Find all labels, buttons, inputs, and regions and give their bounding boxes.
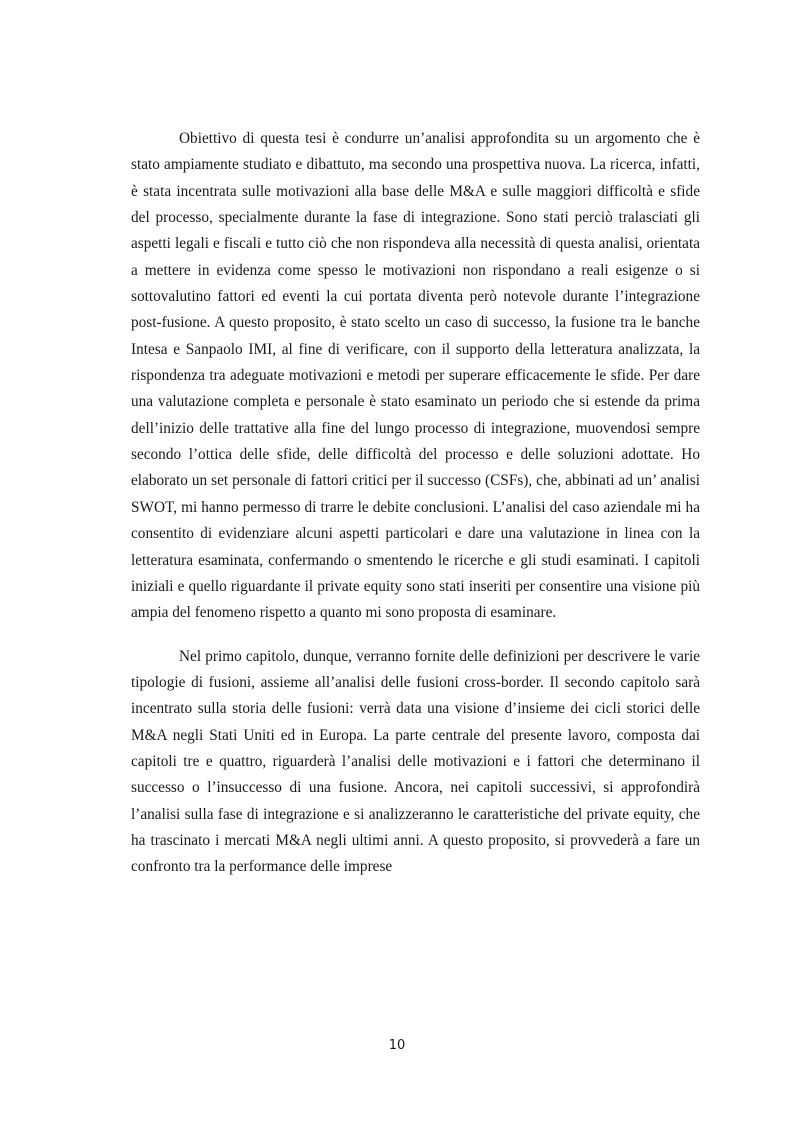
page-number: 10 (388, 1038, 406, 1053)
paragraph-thesis-objective: Obiettivo di questa tesi è condurre un’analisi approfondita su un argomento che è stato ampiamente studiato e dibattuto, ma secondo una prospettiva nuova. La ricerca, infatti, è stata incentrata sulle motivazioni alla base delle M&A e sulle maggiori difficoltà e sfide del processo, specialmente durante la fase di integrazione. Sono stati perciò tralasciati gli aspetti legali e fiscali e tutto ciò che non rispondeva alla necessità di questa analisi, orientata a mettere in evidenza come spesso le motivazioni non rispondano a reali esigenze o si sottovalutino fattori ed eventi la cui portata diventa però notevole durante l’integrazione post-fusione. A questo proposito, è stato scelto un caso di successo, la fusione tra le banche Intesa e Sanpaolo IMI, al fine di verificare, con il supporto della letteratura analizzata, la rispondenza tra adeguate motivazioni e metodi per superare efficacemente le sfide. Per dare una valutazione completa e personale è stato esaminato un periodo che si estende da prima dell’inizio delle trattative alla fine del lungo processo di integrazione, muovendosi sempre secondo l’ottica delle sfide, delle difficoltà del processo e delle soluzioni adottate. Ho elaborato un set personale di fattori critici per il successo (CSFs), che, abbinati ad un’ analisi SWOT, mi hanno permesso di trarre le debite conclusioni. L’analisi del caso aziendale mi ha consentito di evidenziare alcuni aspetti particolari e dare una valutazione in linea con la letteratura esaminata, confermando o smentendo le ricerche e gli studi esaminati. I capitoli iniziali e quello riguardante il private equity sono stati inseriti per consentire una visione più ampia del fenomeno rispetto a quanto mi sono proposta di esaminare. (131, 130, 700, 622)
paragraph-chapter-overview: Nel primo capitolo, dunque, verranno fornite delle definizioni per descrivere le varie tipologie di fusioni, assieme all’analisi delle fusioni cross-border. Il secondo capitolo sarà incentrato sulla storia delle fusioni: verrà data una visione d’insieme dei cicli storici delle M&A negli Stati Uniti ed in Europa. La parte centrale del presente lavoro, composta dai capitoli tre e quattro, riguarderà l’analisi delle motivazioni e i fattori che determinano il successo o l’insuccesso di una fusione. Ancora, nei capitoli successivi, si approfondirà l’analisi sulla fase di integrazione e si analizzeranno le caratteristiche del private equity, che ha trascinato i mercati M&A negli ultimi anni. A questo proposito, si provvederà a fare un confronto tra la performance delle imprese (131, 647, 700, 876)
body-text (131, 126, 700, 881)
